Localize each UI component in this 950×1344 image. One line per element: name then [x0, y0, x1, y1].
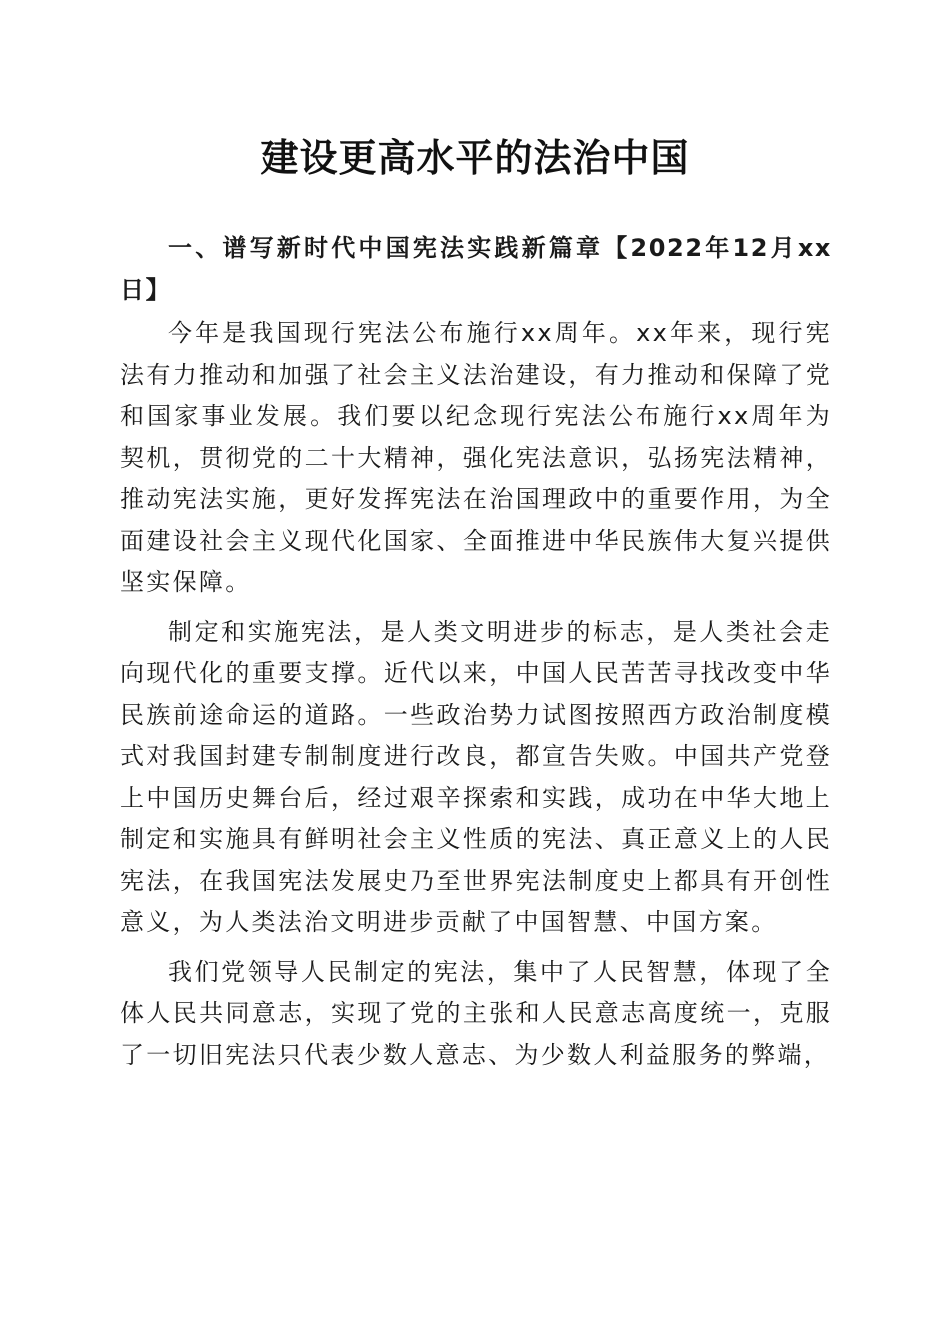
paragraph-3: 我们党领导人民制定的宪法，集中了人民智慧，体现了全体人民共同意志，实现了党的主张和人民意志高度统一，克服了一切旧宪法只代表少数人意志、为少数人利益服务的弊端，: [120, 957, 832, 1069]
paragraph-2: 制定和实施宪法，是人类文明进步的标志，是人类社会走向现代化的重要支撑。近代以来，中国人民苦苦寻找改变中华民族前途命运的道路。一些政治势力试图按照西方政治制度模式对我国封建专制制度进行改良，都宣告失败。中国共产党登上中国历史舞台后，经过艰辛探索和实践，成功在中华大地上制定和实施具有鲜明社会主义性质的宪法、真正意义上的人民宪法，在我国宪法发展史乃至世界宪法制度史上都具有开创性意义，为人类法治文明进步贡献了中国智慧、中国方案。: [120, 617, 832, 936]
document-title: 建设更高水平的法治中国: [260, 135, 690, 180]
document-body: [120, 228, 832, 1084]
paragraph-1: 今年是我国现行宪法公布施行xx周年。xx年来，现行宪法有力推动和加强了社会主义法治建设，有力推动和保障了党和国家事业发展。我们要以纪念现行宪法公布施行xx周年为契机，贯彻党的二十大精神，强化宪法意识，弘扬宪法精神，推动宪法实施，更好发挥宪法在治国理政中的重要作用，为全面建设社会主义现代化国家、全面推进中华民族伟大复兴提供坚实保障。: [120, 319, 832, 596]
section-heading: 一、谱写新时代中国宪法实践新篇章【2022年12月xx日】: [120, 234, 832, 304]
